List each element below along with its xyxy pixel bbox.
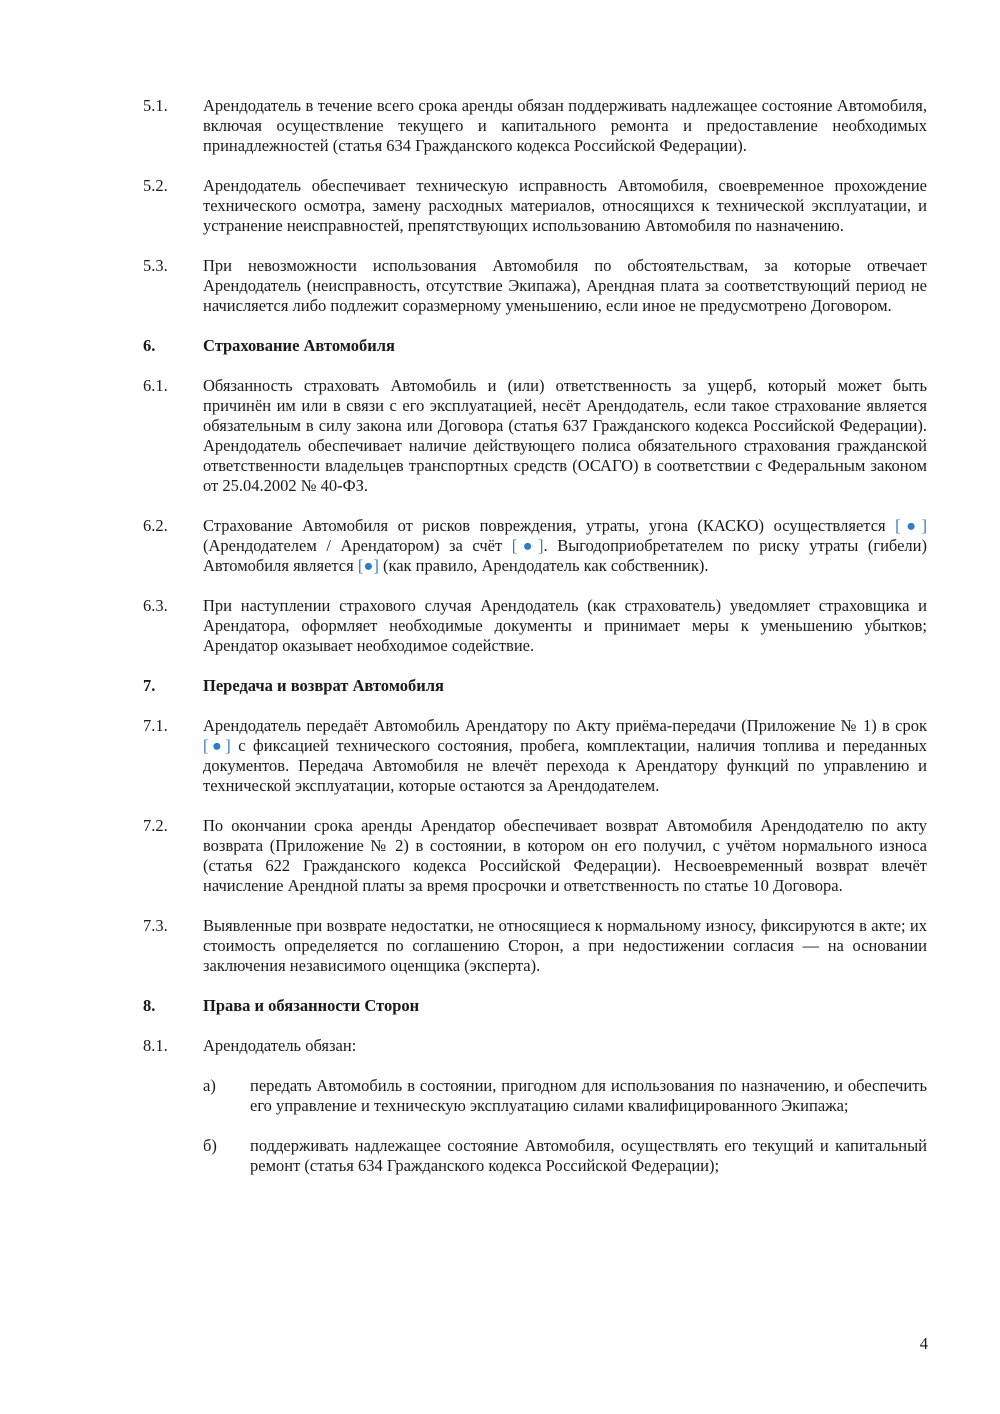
clause-number: 8.1. <box>143 1036 168 1055</box>
clause-number: 6.1. <box>143 376 168 395</box>
clause-number: 5.2. <box>143 176 168 195</box>
document-body <box>143 96 927 1196</box>
subitem-text: передать Автомобиль в состоянии, пригодном для использования по назначению, и обеспечить его управление и техническую эксплуатацию силами квалифицированного Экипажа; <box>250 1076 927 1115</box>
clause-text: При невозможности использования Автомобиля по обстоятельствам, за которые отвечает Арендодатель (неисправность, отсутствие Экипажа), Арендная плата за соответствующий период не начисляется либо подлежит соразмерному уменьшению, если иное не предусмотрено Договором. <box>203 256 927 315</box>
clause-text: Арендодатель обязан: <box>203 1036 357 1055</box>
clause-number: 6.2. <box>143 516 168 535</box>
clause-text: Обязанность страховать Автомобиль и (или) ответственность за ущерб, который может быть причинён им или в связи с его эксплуатацией, несёт Арендодатель, если такое страхование является обязательным в силу закона или Договора (статья 637 Гражданского кодекса Российской Федерации). Арендодатель обеспечивает наличие действующего полиса обязательного страхования гражданской ответственности владельцев транспортных средств (ОСАГО) в соответствии с Федеральным законом от 25.04.2002 № 40-ФЗ. <box>203 376 927 495</box>
clause-number: 6.3. <box>143 596 168 615</box>
clause-5-3 <box>143 256 927 316</box>
placeholder-marker: [●] <box>357 556 379 575</box>
clause-text: По окончании срока аренды Арендатор обеспечивает возврат Автомобиля Арендодателю по акту возврата (Приложение № 2) в состоянии, в котором он его получил, с учётом нормального износа (статья 622 Гражданского кодекса Российской Федерации). Несвоевременный возврат влечёт начисление Арендной платы за время просрочки и ответственность по статье 10 Договора. <box>203 816 927 895</box>
clause-6-1 <box>143 376 927 496</box>
subitem-a <box>203 1076 927 1116</box>
clause-7-2 <box>143 816 927 896</box>
subitem-b <box>203 1136 927 1176</box>
section-heading-8 <box>143 996 927 1016</box>
subitem-letter: а) <box>203 1076 216 1095</box>
clause-5-1 <box>143 96 927 156</box>
clause-6-2 <box>143 516 927 576</box>
section-heading-6 <box>143 336 927 356</box>
section-number: 7. <box>143 676 156 695</box>
text-segment: (Арендодателем / Арендатором) за счёт <box>203 536 512 555</box>
placeholder-marker: [●] <box>511 536 544 555</box>
clause-number: 5.3. <box>143 256 168 275</box>
text-segment: с фиксацией технического состояния, пробега, комплектации, наличия топлива и переданных документов. Передача Автомобиля не влечёт перехода к Арендатору функций по управлению и технической эксплуатации, которые остаются за Арендодателем. <box>203 736 927 795</box>
section-title: Передача и возврат Автомобиля <box>203 676 444 695</box>
section-title: Страхование Автомобиля <box>203 336 395 355</box>
clause-5-2 <box>143 176 927 236</box>
clause-text <box>203 716 927 796</box>
clause-number: 5.1. <box>143 96 168 115</box>
clause-text: При наступлении страхового случая Арендодатель (как страхователь) уведомляет страховщика и Арендатора, оформляет необходимые документы и принимает меры к уменьшению убытков; Арендатор оказывает необходимое содействие. <box>203 596 927 655</box>
text-segment: (как правило, Арендодатель как собственник). <box>378 556 709 575</box>
clause-number: 7.1. <box>143 716 168 735</box>
text-segment: . Выгодоприобретателем по риску утраты (гибели) Автомобиля является <box>203 536 927 575</box>
page-number: 4 <box>919 1334 928 1353</box>
clause-text: Выявленные при возврате недостатки, не относящиеся к нормальному износу, фиксируются в акте; их стоимость определяется по соглашению Сторон, а при недостижении согласия — на основании заключения независимого оценщика (эксперта). <box>203 916 927 975</box>
clause-number: 7.2. <box>143 816 168 835</box>
clause-7-3 <box>143 916 927 976</box>
text-segment: Страхование Автомобиля от рисков повреждения, утраты, угона (КАСКО) осуществляется <box>203 516 896 535</box>
section-title: Права и обязанности Сторон <box>203 996 420 1015</box>
clause-number: 7.3. <box>143 916 168 935</box>
clause-6-3 <box>143 596 927 656</box>
clause-text: Арендодатель обеспечивает техническую исправность Автомобиля, своевременное прохождение технического осмотра, замену расходных материалов, относящихся к технической эксплуатации, и устранение неисправностей, препятствующих использованию Автомобиля по назначению. <box>203 176 927 235</box>
section-heading-7 <box>143 676 927 696</box>
clause-8-1 <box>143 1036 927 1056</box>
subitem-letter: б) <box>203 1136 217 1155</box>
clause-text: Арендодатель в течение всего срока аренды обязан поддерживать надлежащее состояние Автомобиля, включая осуществление текущего и капитального ремонта и предоставление необходимых принадлежностей (статья 634 Гражданского кодекса Российской Федерации). <box>203 96 927 155</box>
placeholder-marker: [●] <box>203 736 231 755</box>
section-number: 6. <box>143 336 156 355</box>
section-number: 8. <box>143 996 156 1015</box>
placeholder-marker: [●] <box>895 516 927 535</box>
text-segment: Арендодатель передаёт Автомобиль Арендатору по Акту приёма-передачи (Приложение № 1) в срок <box>203 716 927 735</box>
clause-7-1 <box>143 716 927 796</box>
subitem-text: поддерживать надлежащее состояние Автомобиля, осуществлять его текущий и капитальный ремонт (статья 634 Гражданского кодекса Российской Федерации); <box>250 1136 927 1175</box>
clause-text <box>203 516 927 576</box>
